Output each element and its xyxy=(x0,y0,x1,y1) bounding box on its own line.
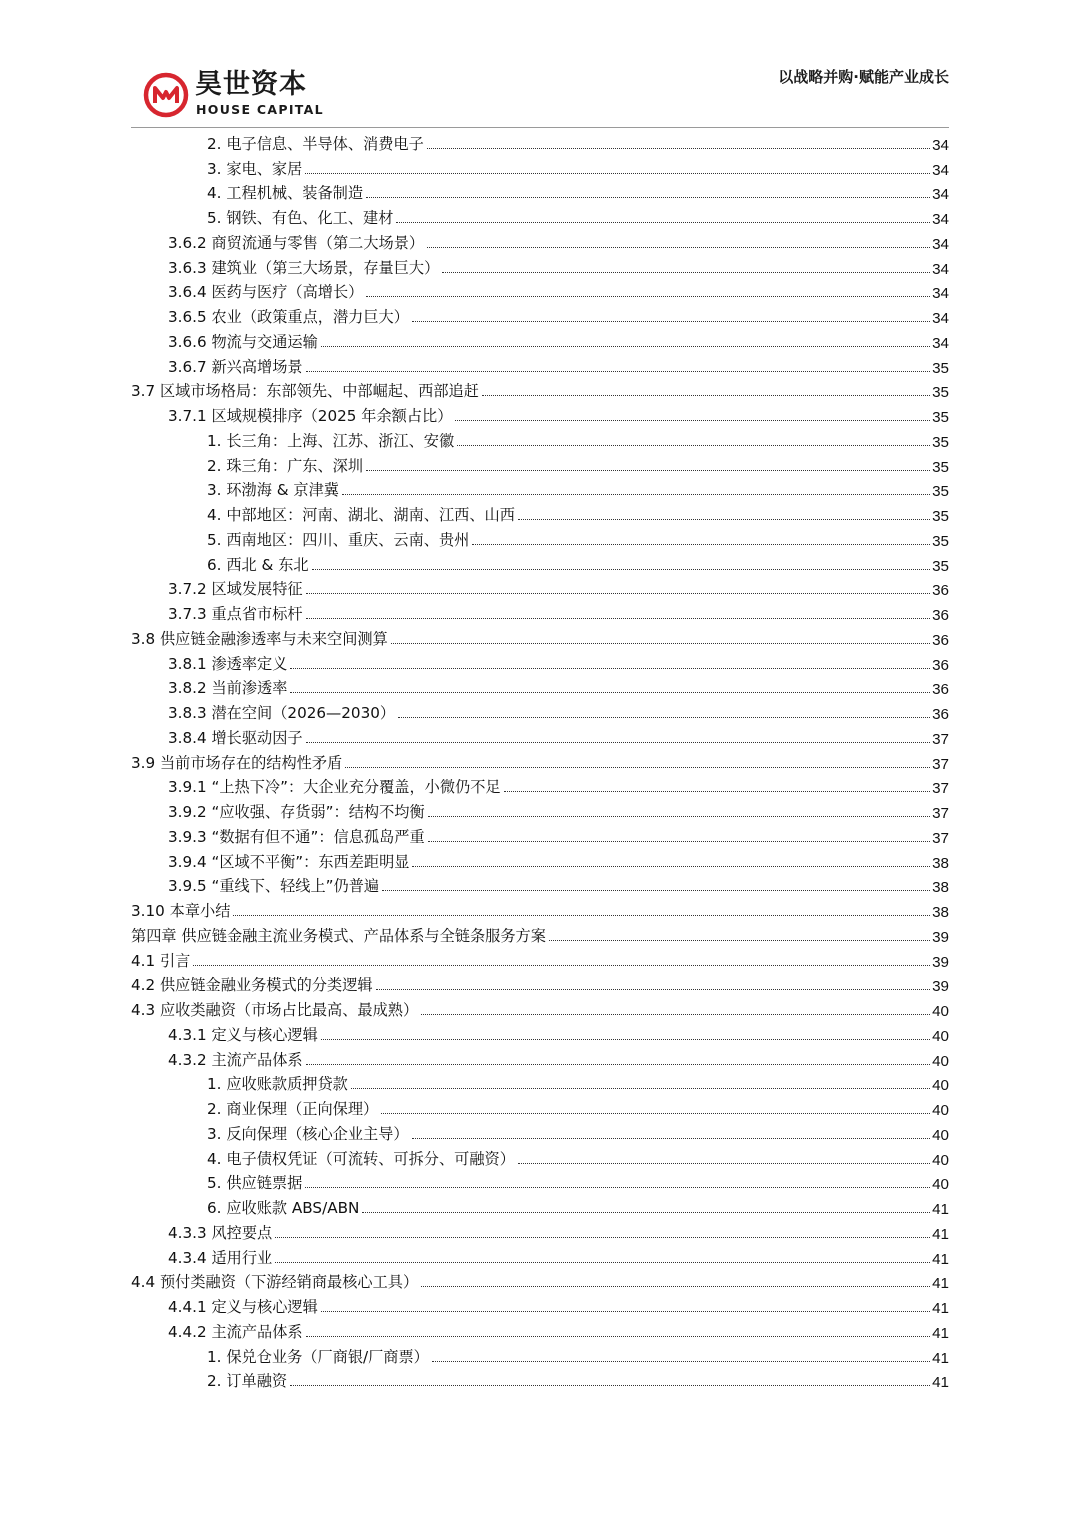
toc-entry-title: 3. 环渤海 & 京津冀 xyxy=(207,481,339,500)
toc-entry[interactable] xyxy=(131,874,949,899)
toc-entry[interactable] xyxy=(131,1344,949,1369)
toc-entry-page-number: 41 xyxy=(932,1275,949,1293)
toc-leader-dots xyxy=(396,221,930,223)
toc-entry[interactable] xyxy=(131,775,949,800)
toc-leader-dots xyxy=(412,1137,931,1139)
toc-leader-dots xyxy=(193,964,930,966)
toc-entry[interactable] xyxy=(131,923,949,948)
toc-entry[interactable] xyxy=(131,255,949,280)
toc-entry-title: 6. 应收账款 ABS/ABN xyxy=(207,1199,360,1217)
toc-leader-dots xyxy=(321,1310,930,1312)
toc-entry-title: 5. 供应链票据 xyxy=(207,1174,303,1193)
toc-entry-title: 3.8.4 增长驱动因子 xyxy=(168,728,303,747)
logo-chinese-name: 昊世资本 xyxy=(195,69,307,100)
toc-entry[interactable] xyxy=(131,403,949,428)
toc-entry-title: 3.7 区域市场格局：东部领先、中部崛起、西部追赶 xyxy=(131,382,479,401)
toc-leader-dots xyxy=(518,518,930,520)
toc-leader-dots xyxy=(345,766,930,768)
toc-entry-title: 2. 珠三角：广东、深圳 xyxy=(207,456,364,475)
toc-entry-title: 3. 家电、家居 xyxy=(207,159,303,178)
toc-entry[interactable] xyxy=(131,1270,949,1295)
toc-entry-page-number: 40 xyxy=(932,1027,949,1045)
toc-leader-dots xyxy=(472,543,930,545)
toc-leader-dots xyxy=(306,1335,930,1337)
toc-entry-title: 3. 反向保理（核心企业主导） xyxy=(207,1124,409,1143)
toc-entry-title: 3.6.2 商贸流通与零售（第二大场景） xyxy=(168,233,425,252)
toc-leader-dots xyxy=(427,246,930,248)
toc-entry-title: 4.4.1 定义与核心逻辑 xyxy=(168,1298,318,1316)
toc-entry[interactable] xyxy=(131,1369,949,1394)
toc-leader-dots xyxy=(421,1285,930,1287)
toc-entry[interactable] xyxy=(131,230,949,255)
toc-leader-dots xyxy=(306,592,930,594)
toc-leader-dots xyxy=(432,1360,930,1362)
toc-entry[interactable] xyxy=(131,478,949,503)
toc-entry-page-number: 40 xyxy=(932,1151,949,1169)
toc-entry-page-number: 35 xyxy=(932,409,949,426)
toc-entry[interactable] xyxy=(131,725,949,750)
toc-entry-page-number: 41 xyxy=(932,1201,949,1218)
toc-entry-title: 1. 保兑仓业务（厂商银/厂商票） xyxy=(207,1347,429,1366)
toc-entry[interactable] xyxy=(131,626,949,651)
toc-leader-dots xyxy=(518,1162,930,1164)
toc-entry-page-number: 41 xyxy=(932,1374,949,1392)
toc-entry[interactable] xyxy=(131,799,949,824)
toc-entry[interactable] xyxy=(131,1121,949,1146)
toc-entry[interactable] xyxy=(131,1195,949,1220)
toc-leader-dots xyxy=(321,345,930,347)
toc-entry-title: 4.2 供应链金融业务模式的分类逻辑 xyxy=(131,976,373,995)
toc-leader-dots xyxy=(312,568,931,570)
toc-leader-dots xyxy=(382,889,930,891)
toc-entry-page-number: 38 xyxy=(932,904,949,921)
toc-entry-page-number: 39 xyxy=(932,978,949,996)
toc-entry-page-number: 36 xyxy=(932,582,949,600)
toc-entry-page-number: 40 xyxy=(932,1003,949,1020)
toc-entry-page-number: 36 xyxy=(932,681,949,699)
toc-leader-dots xyxy=(421,1013,930,1015)
toc-entry-page-number: 41 xyxy=(932,1225,949,1243)
toc-entry[interactable] xyxy=(131,1047,949,1072)
header-divider xyxy=(131,127,949,128)
toc-entry[interactable] xyxy=(131,973,949,998)
toc-entry-title: 3.9.2 “应收强、存货弱”：结构不均衡 xyxy=(168,803,425,821)
toc-entry-page-number: 34 xyxy=(932,136,949,154)
toc-entry[interactable] xyxy=(131,1319,949,1344)
toc-leader-dots xyxy=(549,939,930,941)
toc-leader-dots xyxy=(504,790,931,792)
toc-entry-page-number: 34 xyxy=(932,285,949,303)
toc-entry-title: 3.7.2 区域发展特征 xyxy=(168,580,303,599)
toc-leader-dots xyxy=(351,1087,930,1089)
toc-entry-title: 3.6.5 农业（政策重点，潜力巨大） xyxy=(168,308,409,326)
toc-entry[interactable] xyxy=(131,1146,949,1171)
toc-entry-page-number: 34 xyxy=(932,235,949,253)
toc-entry[interactable] xyxy=(131,849,949,874)
toc-leader-dots xyxy=(427,147,930,149)
toc-entry-page-number: 37 xyxy=(932,755,949,773)
toc-entry-page-number: 41 xyxy=(932,1324,949,1342)
toc-entry-title: 1. 长三角：上海、江苏、浙江、安徽 xyxy=(207,431,455,450)
toc-entry-title: 4.1 引言 xyxy=(131,951,191,970)
toc-entry[interactable] xyxy=(131,1294,949,1319)
toc-entry[interactable] xyxy=(131,700,949,725)
toc-entry[interactable] xyxy=(131,1245,949,1270)
toc-entry-title: 3.10 本章小结 xyxy=(131,902,231,920)
toc-entry-title: 3.7.1 区域规模排序（2025 年余额占比） xyxy=(168,407,453,425)
header-slogan: 以战略并购·赋能产业成长 xyxy=(778,68,949,86)
toc-entry[interactable] xyxy=(131,898,949,923)
toc-entry-title: 4. 中部地区：河南、湖北、湖南、江西、山西 xyxy=(207,506,515,524)
toc-entry-page-number: 36 xyxy=(932,706,949,723)
toc-entry-title: 2. 订单融资 xyxy=(207,1372,288,1391)
toc-entry[interactable] xyxy=(131,1171,949,1196)
toc-entry-page-number: 36 xyxy=(932,607,949,624)
toc-entry-title: 6. 西北 & 东北 xyxy=(207,555,309,574)
toc-leader-dots xyxy=(275,1261,930,1263)
toc-entry[interactable] xyxy=(131,181,949,206)
toc-entry-title: 3.8.2 当前渗透率 xyxy=(168,679,288,698)
toc-entry[interactable] xyxy=(131,453,949,478)
toc-entry-title: 4.3.4 适用行业 xyxy=(168,1248,273,1267)
toc-entry-title: 3.9 当前市场存在的结构性矛盾 xyxy=(131,753,343,772)
toc-entry[interactable] xyxy=(131,280,949,305)
toc-leader-dots xyxy=(376,988,930,990)
toc-leader-dots xyxy=(233,914,930,916)
toc-entry-title: 4. 工程机械、装备制造 xyxy=(207,184,364,203)
toc-entry[interactable] xyxy=(131,354,949,379)
toc-leader-dots xyxy=(428,840,930,842)
table-of-contents xyxy=(131,131,949,1393)
toc-leader-dots xyxy=(455,419,930,421)
toc-entry-title: 第四章 供应链金融主流业务模式、产品体系与全链条服务方案 xyxy=(131,926,546,945)
toc-entry[interactable] xyxy=(131,676,949,701)
toc-entry-page-number: 36 xyxy=(932,631,949,649)
toc-entry[interactable] xyxy=(131,1022,949,1047)
toc-entry-title: 2. 电子信息、半导体、消费电子 xyxy=(207,134,424,153)
toc-leader-dots xyxy=(398,716,930,718)
toc-entry-page-number: 36 xyxy=(932,656,949,674)
toc-entry-page-number: 35 xyxy=(932,458,949,476)
toc-entry-title: 3.9.3 “数据有但不通”：信息孤岛严重 xyxy=(168,827,425,846)
toc-leader-dots xyxy=(305,172,930,174)
toc-leader-dots xyxy=(290,691,930,693)
toc-entry-page-number: 39 xyxy=(932,928,949,946)
toc-leader-dots xyxy=(442,271,930,273)
toc-leader-dots xyxy=(306,741,930,743)
toc-entry-title: 4.3.2 主流产品体系 xyxy=(168,1050,303,1069)
toc-entry-title: 3.9.1 “上热下冷”：大企业充分覆盖，小微仍不足 xyxy=(168,778,501,797)
toc-leader-dots xyxy=(428,815,930,817)
toc-leader-dots xyxy=(306,370,930,372)
toc-entry[interactable] xyxy=(131,997,949,1022)
toc-leader-dots xyxy=(290,1384,930,1386)
toc-entry-title: 4.3.3 风控要点 xyxy=(168,1223,273,1242)
toc-entry-page-number: 35 xyxy=(932,384,949,402)
toc-leader-dots xyxy=(306,617,930,619)
toc-leader-dots xyxy=(362,1211,930,1213)
toc-leader-dots xyxy=(275,1236,930,1238)
toc-leader-dots xyxy=(306,1063,930,1065)
toc-entry-page-number: 41 xyxy=(932,1250,949,1268)
house-capital-logo xyxy=(143,69,324,120)
toc-entry-page-number: 34 xyxy=(932,211,949,228)
toc-leader-dots xyxy=(381,1112,930,1114)
toc-entry-title: 4.4 预付类融资（下游经销商最核心工具） xyxy=(131,1273,419,1292)
toc-leader-dots xyxy=(305,1186,930,1188)
toc-entry[interactable] xyxy=(131,379,949,404)
toc-entry-title: 5. 西南地区：四川、重庆、云南、贵州 xyxy=(207,530,470,549)
toc-entry-title: 4.4.2 主流产品体系 xyxy=(168,1322,303,1341)
toc-entry-page-number: 35 xyxy=(932,508,949,525)
toc-entry-page-number: 34 xyxy=(932,310,949,327)
toc-entry-title: 3.8 供应链金融渗透率与未来空间测算 xyxy=(131,629,388,648)
toc-entry[interactable] xyxy=(131,948,949,973)
toc-entry-title: 3.9.5 “重线下、轻线上”仍普遍 xyxy=(168,877,380,896)
logo-english-name: HOUSE CAPITAL xyxy=(196,102,324,117)
toc-entry[interactable] xyxy=(131,601,949,626)
toc-entry-page-number: 35 xyxy=(932,359,949,377)
toc-entry-title: 4.3.1 定义与核心逻辑 xyxy=(168,1025,318,1044)
toc-entry-title: 3.6.6 物流与交通运输 xyxy=(168,332,318,351)
logo-mark-icon xyxy=(143,72,189,118)
toc-entry-title: 3.8.1 渗透率定义 xyxy=(168,654,288,673)
toc-entry[interactable] xyxy=(131,329,949,354)
toc-entry[interactable] xyxy=(131,1072,949,1097)
toc-entry-title: 4. 电子债权凭证（可流转、可拆分、可融资） xyxy=(207,1149,515,1168)
toc-leader-dots xyxy=(290,667,930,669)
toc-entry-title: 1. 应收账款质押贷款 xyxy=(207,1075,348,1094)
toc-entry-page-number: 40 xyxy=(932,1102,949,1119)
toc-entry-page-number: 34 xyxy=(932,334,949,352)
toc-entry-page-number: 39 xyxy=(932,953,949,971)
toc-leader-dots xyxy=(412,865,930,867)
toc-entry-title: 2. 商业保理（正向保理） xyxy=(207,1100,379,1118)
toc-entry-page-number: 40 xyxy=(932,1176,949,1194)
toc-entry-title: 3.6.3 建筑业（第三大场景，存量巨大） xyxy=(168,258,440,277)
toc-leader-dots xyxy=(366,469,930,471)
toc-entry-title: 3.8.3 潜在空间（2026—2030） xyxy=(168,704,396,722)
toc-entry[interactable] xyxy=(131,577,949,602)
toc-leader-dots xyxy=(342,493,930,495)
toc-entry-page-number: 34 xyxy=(932,186,949,204)
toc-entry-title: 4.3 应收类融资（市场占比最高、最成熟） xyxy=(131,1001,419,1019)
toc-entry[interactable] xyxy=(131,824,949,849)
toc-entry-page-number: 37 xyxy=(932,829,949,847)
toc-entry-page-number: 40 xyxy=(932,1052,949,1070)
toc-leader-dots xyxy=(366,295,930,297)
page-header xyxy=(0,0,1080,130)
toc-entry-page-number: 37 xyxy=(932,780,949,798)
toc-entry[interactable] xyxy=(131,304,949,329)
toc-entry-page-number: 40 xyxy=(932,1126,949,1144)
toc-entry-page-number: 34 xyxy=(932,260,949,278)
toc-entry[interactable] xyxy=(131,552,949,577)
toc-leader-dots xyxy=(391,642,930,644)
toc-entry-page-number: 37 xyxy=(932,805,949,822)
toc-entry-title: 3.9.4 “区域不平衡”：东西差距明显 xyxy=(168,852,410,871)
toc-entry-page-number: 41 xyxy=(932,1349,949,1367)
toc-entry[interactable] xyxy=(131,527,949,552)
toc-entry-page-number: 35 xyxy=(932,557,949,575)
toc-entry[interactable] xyxy=(131,1220,949,1245)
toc-leader-dots xyxy=(482,394,930,396)
toc-leader-dots xyxy=(457,444,930,446)
toc-entry[interactable] xyxy=(131,205,949,230)
toc-leader-dots xyxy=(366,196,930,198)
toc-entry[interactable] xyxy=(131,1096,949,1121)
toc-leader-dots xyxy=(412,320,930,322)
toc-entry-page-number: 34 xyxy=(932,161,949,179)
toc-leader-dots xyxy=(321,1038,930,1040)
toc-entry[interactable] xyxy=(131,750,949,775)
toc-entry-page-number: 38 xyxy=(932,879,949,897)
toc-entry[interactable] xyxy=(131,131,949,156)
toc-entry[interactable] xyxy=(131,502,949,527)
toc-entry-page-number: 38 xyxy=(932,854,949,872)
toc-entry-title: 5. 钢铁、有色、化工、建材 xyxy=(207,209,394,227)
toc-entry-title: 3.7.3 重点省市标杆 xyxy=(168,605,303,623)
toc-entry-page-number: 35 xyxy=(932,483,949,501)
toc-entry-title: 3.6.7 新兴高增场景 xyxy=(168,357,303,376)
toc-entry-page-number: 41 xyxy=(932,1300,949,1317)
toc-entry-page-number: 35 xyxy=(932,532,949,550)
toc-entry-page-number: 37 xyxy=(932,730,949,748)
toc-entry[interactable] xyxy=(131,428,949,453)
toc-entry[interactable] xyxy=(131,651,949,676)
toc-entry[interactable] xyxy=(131,156,949,181)
toc-entry-title: 3.6.4 医药与医疗（高增长） xyxy=(168,283,364,302)
toc-entry-page-number: 40 xyxy=(932,1077,949,1095)
toc-entry-page-number: 35 xyxy=(932,433,949,451)
